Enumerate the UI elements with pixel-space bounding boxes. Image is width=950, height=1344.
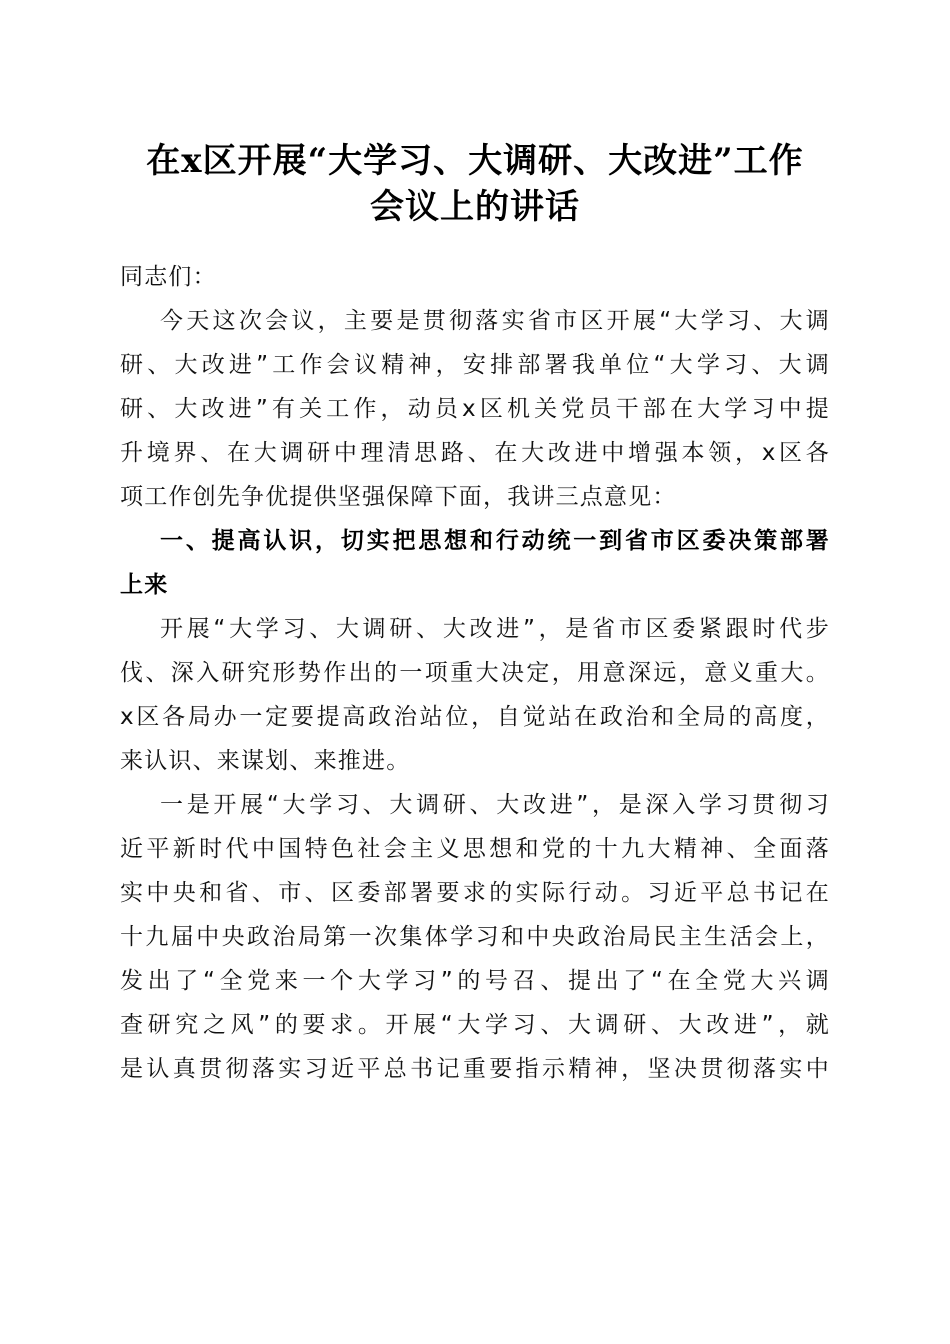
paragraph-line: 来认识、来谋划、来推进。	[120, 748, 411, 774]
title-line: 在x区开展“大学习、大调研、大改进”工作	[146, 141, 804, 181]
section-heading-1	[120, 519, 830, 607]
paragraph-1	[120, 299, 830, 519]
paragraph-line: 近平新时代中国特色社会主义思想和党的十九大精神、全面落	[120, 836, 830, 862]
paragraph-line: 开展“大学习、大调研、大改进”，是省市区委紧跟时代步	[160, 616, 830, 642]
paragraph-line: 升境界、在大调研中理清思路、在大改进中增强本领，x区各	[120, 440, 830, 466]
paragraph-line: 项工作创先争优提供坚强保障下面，我讲三点意见：	[120, 484, 677, 510]
paragraph-3	[120, 783, 830, 1091]
paragraph-line: 实中央和省、市、区委部署要求的实际行动。习近平总书记在	[120, 880, 830, 906]
document-title	[100, 138, 850, 230]
title-line: 会议上的讲话	[370, 187, 580, 227]
paragraph-line: 查研究之风”的要求。开展“大学习、大调研、大改进”，就	[120, 1012, 830, 1038]
paragraph-2	[120, 607, 830, 783]
paragraph-line: 研、大改进”工作会议精神，安排部署我单位“大学习、大调	[120, 352, 830, 378]
paragraph-line: 十九届中央政治局第一次集体学习和中央政治局民主生活会上，	[120, 924, 830, 950]
paragraph-line: 今天这次会议，主要是贯彻落实省市区开展“大学习、大调	[160, 308, 830, 334]
paragraph-line: 一是开展“大学习、大调研、大改进”，是深入学习贯彻习	[160, 792, 830, 818]
document-body	[120, 255, 830, 1091]
paragraph-line: 伐、深入研究形势作出的一项重大决定，用意深远，意义重大。	[120, 660, 830, 686]
paragraph-line: 是认真贯彻落实习近平总书记重要指示精神，坚决贯彻落实中	[120, 1056, 830, 1082]
greeting: 同志们：	[120, 264, 217, 290]
paragraph-line: 研、大改进”有关工作，动员x区机关党员干部在大学习中提	[120, 396, 830, 422]
paragraph-line: x区各局办一定要提高政治站位，自觉站在政治和全局的高度，	[120, 704, 830, 730]
paragraph-line: 发出了“全党来一个大学习”的号召、提出了“在全党大兴调	[120, 968, 830, 994]
heading-line: 一、提高认识，切实把思想和行动统一到省市区委决策部署	[160, 528, 830, 554]
heading-line: 上来	[120, 572, 169, 598]
